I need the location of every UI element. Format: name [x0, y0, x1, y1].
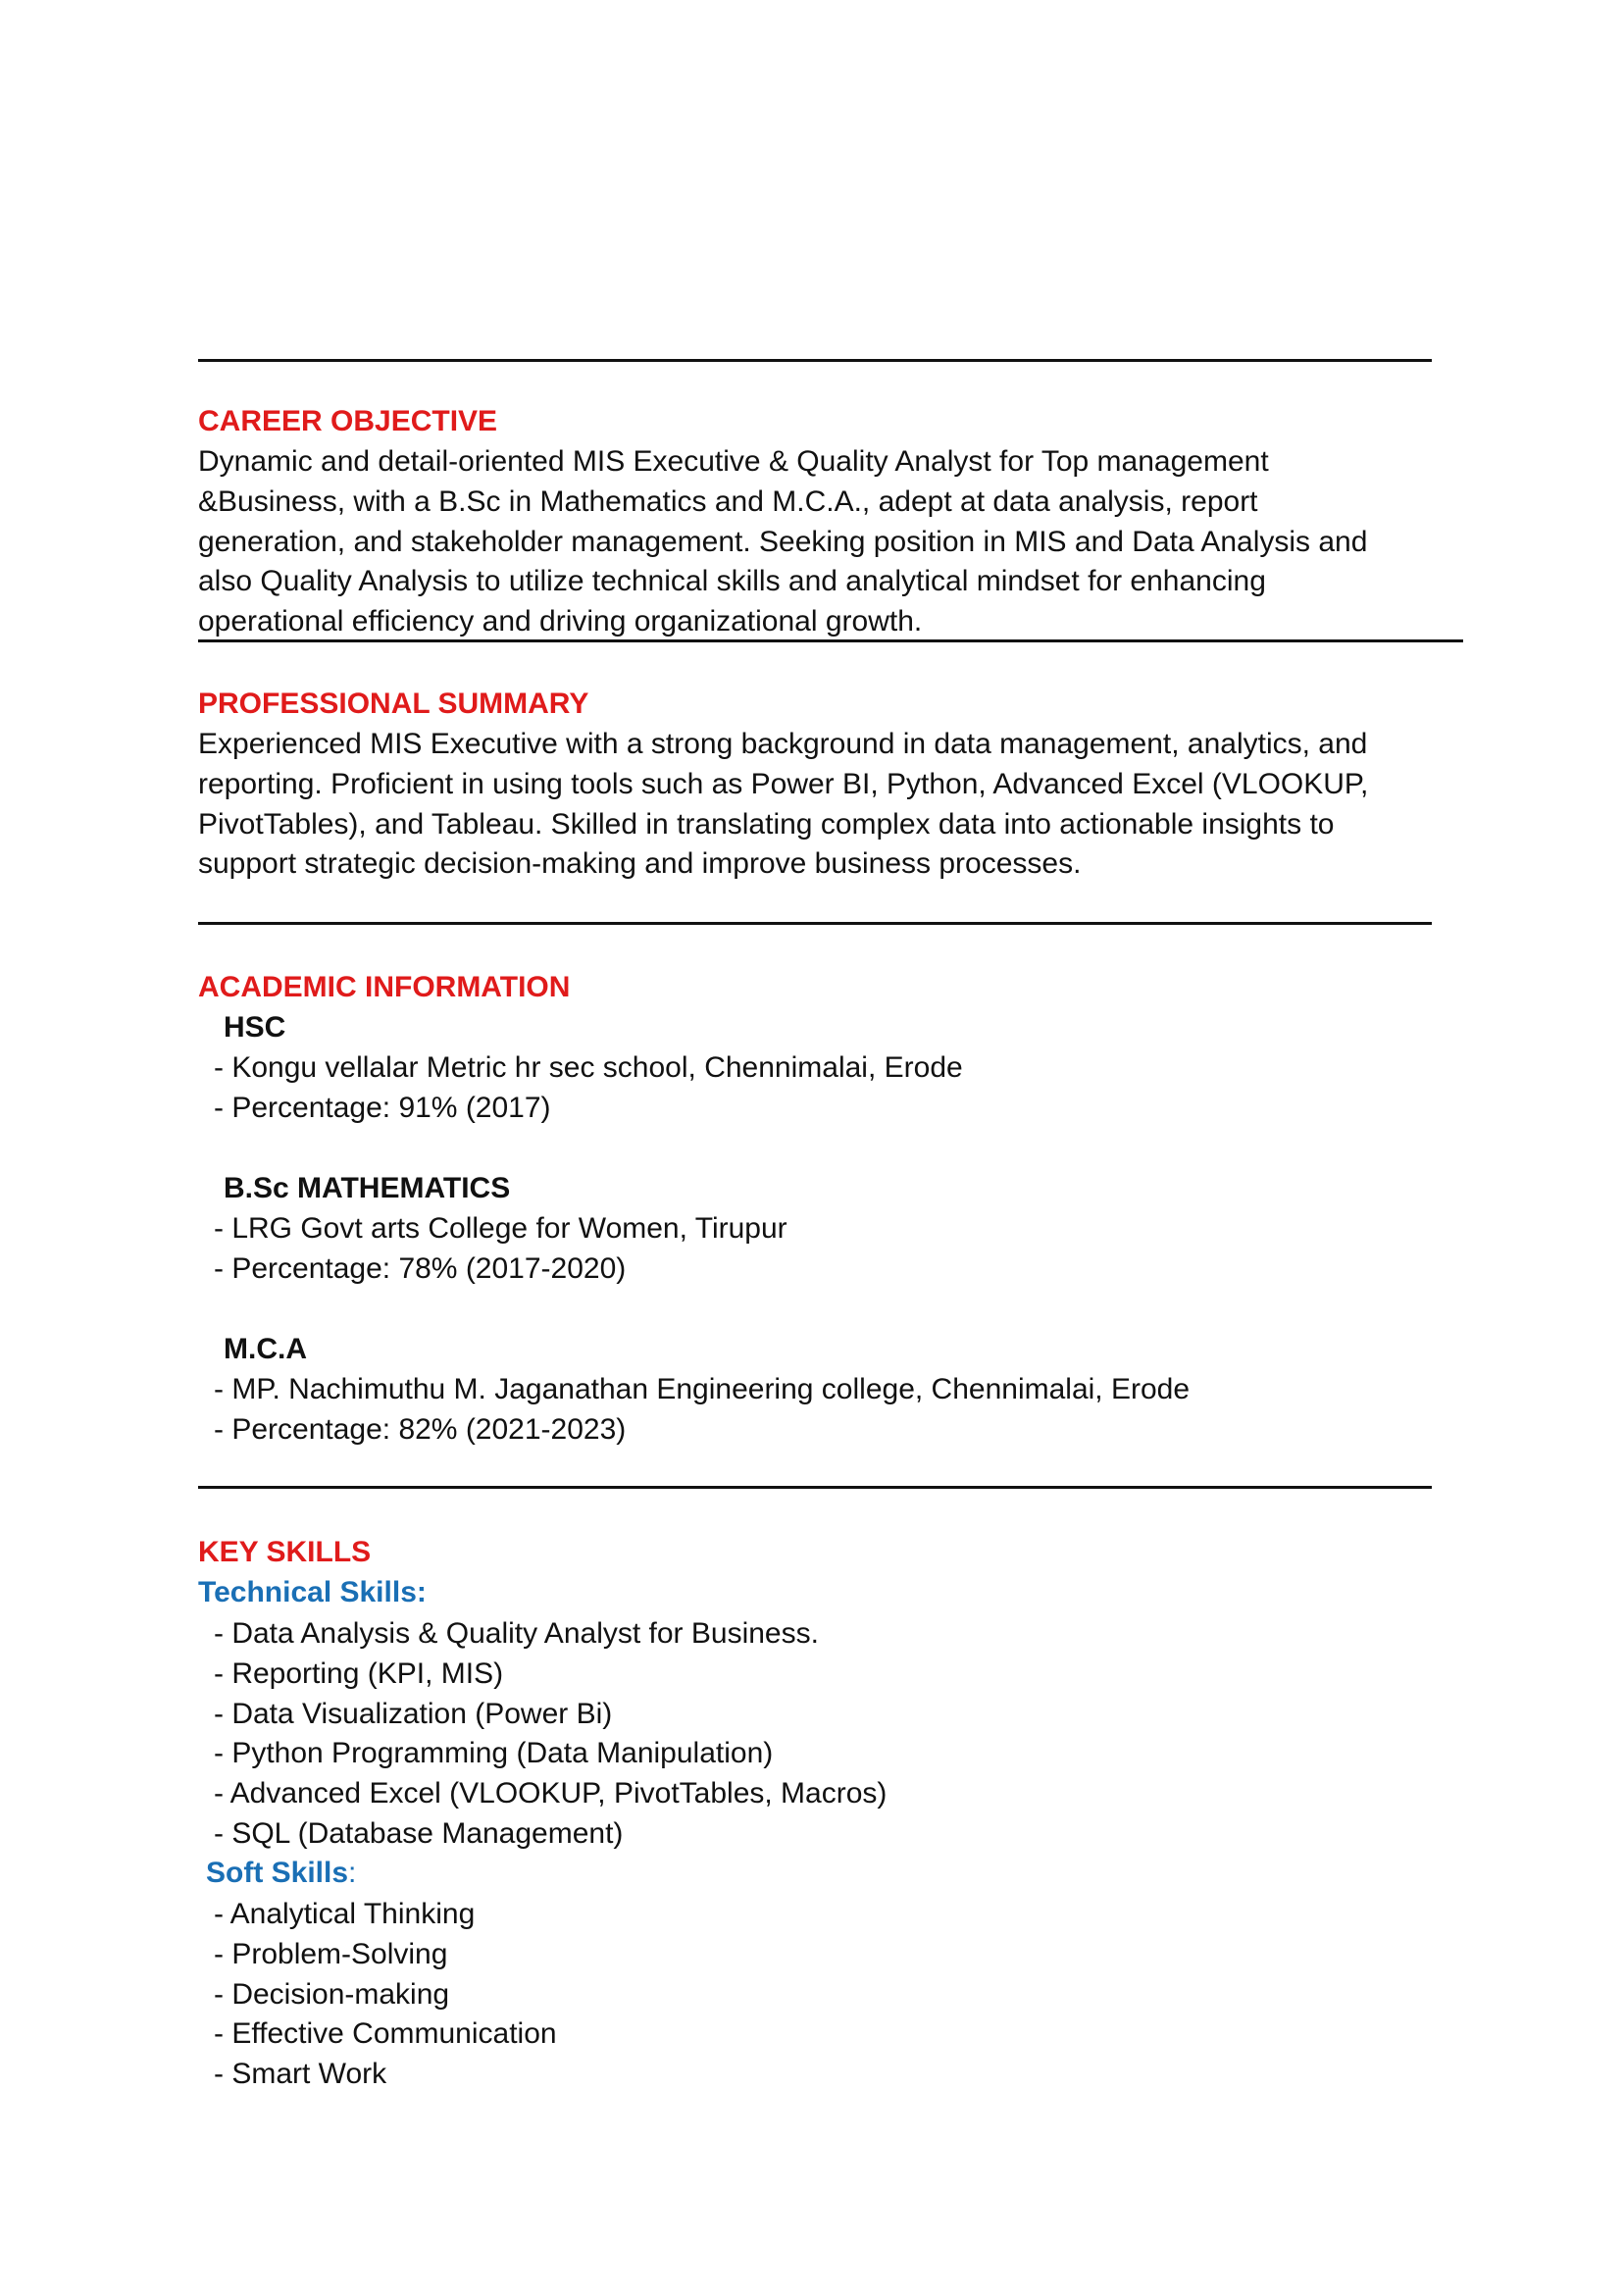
academic-entry-institution: - MP. Nachimuthu M. Jaganathan Engineering college, Chennimalai, Erode — [214, 1373, 1191, 1405]
career-objective-line: &Business, with a B.Sc in Mathematics and M.C.A., adept at data analysis, report — [198, 484, 1258, 518]
list-item: - SQL (Database Management) — [214, 1816, 624, 1850]
list-item: - Problem-Solving — [214, 1937, 448, 1970]
professional-summary-line: support strategic decision-making and improve business processes. — [198, 847, 1082, 881]
list-item: - Python Programming (Data Manipulation) — [214, 1737, 774, 1770]
soft-skills-heading — [206, 1854, 356, 1893]
career-objective-heading: CAREER OBJECTIVE — [198, 405, 498, 437]
technical-skills-list — [214, 1614, 887, 1855]
academic-entry-title: B.Sc MATHEMATICS — [224, 1172, 511, 1204]
professional-summary-line: PivotTables), and Tableau. Skilled in translating complex data into actionable insights to — [198, 807, 1335, 841]
academic-entry-percentage: - Percentage: 78% (2017-2020) — [214, 1252, 627, 1285]
divider-top — [198, 359, 1432, 362]
list-item: - Effective Communication — [214, 2017, 557, 2051]
list-item: - Data Analysis & Quality Analyst for Business. — [214, 1617, 819, 1650]
list-item: - Data Visualization (Power Bi) — [214, 1697, 613, 1730]
career-objective-line: also Quality Analysis to utilize technical skills and analytical mindset for enhancing — [198, 565, 1266, 598]
key-skills-heading: KEY SKILLS — [198, 1536, 372, 1568]
academic-entry-institution: - LRG Govt arts College for Women, Tirupur — [214, 1212, 787, 1245]
career-objective-line: generation, and stakeholder management. Seeking position in MIS and Data Analysis and — [198, 525, 1368, 558]
professional-summary-heading: PROFESSIONAL SUMMARY — [198, 688, 589, 720]
academic-entry-title: M.C.A — [224, 1333, 307, 1365]
divider-after-academic — [198, 1486, 1432, 1489]
list-item: - Analytical Thinking — [214, 1898, 476, 1930]
career-objective-line: operational efficiency and driving organizational growth. — [198, 605, 923, 638]
technical-skills-heading: Technical Skills: — [198, 1576, 427, 1608]
career-objective-line: Dynamic and detail-oriented MIS Executive & Quality Analyst for Top management — [198, 445, 1269, 478]
professional-summary-text — [198, 725, 1368, 885]
list-item: - Advanced Excel (VLOOKUP, PivotTables, Macros) — [214, 1777, 888, 1810]
career-objective-text — [198, 442, 1367, 642]
list-item: - Reporting (KPI, MIS) — [214, 1657, 504, 1690]
professional-summary-line: reporting. Proficient in using tools such as Power BI, Python, Advanced Excel (VLOOKUP, — [198, 767, 1369, 800]
academic-entry-percentage: - Percentage: 82% (2021-2023) — [214, 1413, 627, 1446]
list-item: - Decision-making — [214, 1977, 450, 2011]
divider-after-summary — [198, 922, 1432, 925]
soft-skills-list — [214, 1895, 557, 2095]
academic-entry-title: HSC — [224, 1011, 286, 1044]
academic-entry-percentage: - Percentage: 91% (2017) — [214, 1092, 551, 1124]
list-item: - Smart Work — [214, 2058, 387, 2091]
academic-entry-institution: - Kongu vellalar Metric hr sec school, Chennimalai, Erode — [214, 1051, 963, 1084]
soft-skills-label: Soft Skills — [206, 1857, 349, 1889]
soft-skills-colon: : — [348, 1857, 357, 1889]
professional-summary-line: Experienced MIS Executive with a strong background in data management, analytics, and — [198, 728, 1368, 760]
academic-heading: ACADEMIC INFORMATION — [198, 971, 571, 1003]
